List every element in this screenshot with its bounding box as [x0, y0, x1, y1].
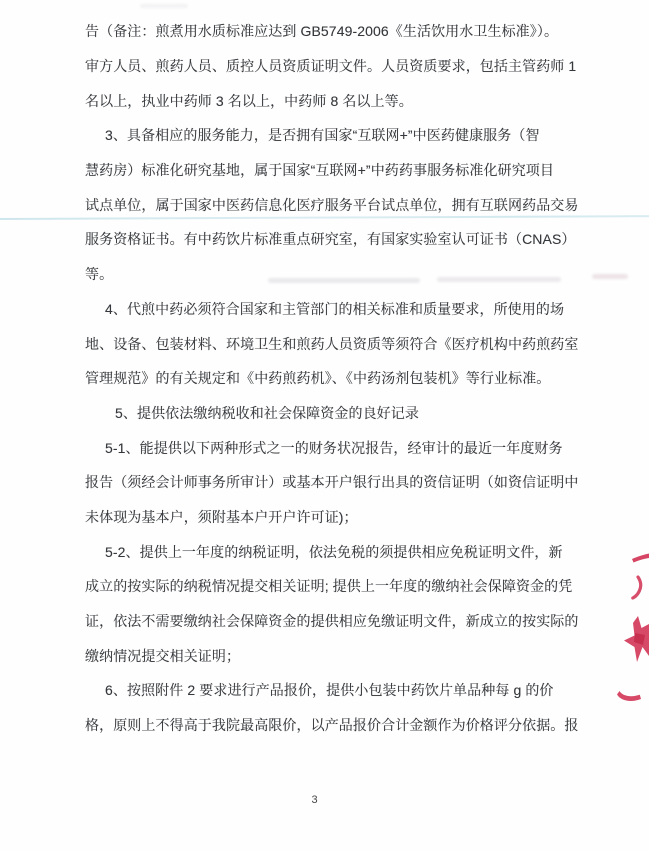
- text-line: 证，依法不需要缴纳社会保障资金的提供相应免缴证明文件，新成立的按实际的: [85, 613, 579, 630]
- text-line: 地、设备、包装材料、环境卫生和煎药人员资质等须符合《医疗机构中药煎药室: [85, 335, 579, 352]
- text-line: 格，原则上不得高于我院最高限价，以产品报价合计金额作为价格评分依据。报: [85, 717, 579, 734]
- scan-smudge: [592, 274, 628, 279]
- text-line: 5-1、能提供以下两种形式之一的财务状况报告，经审计的最近一年度财务: [105, 439, 563, 456]
- text-line: 成立的按实际的纳税情况提交相关证明; 提供上一年度的缴纳社会保障资金的凭: [85, 578, 573, 595]
- text-line: 慧药房）标准化研究基地，属于国家“互联网+”中药药事服务标准化研究项目: [85, 162, 554, 179]
- text-line: 试点单位，属于国家中医药信息化医疗服务平台试点单位，拥有互联网药品交易: [85, 196, 579, 213]
- text-line: 告（备注：煎煮用水质标准应达到 GB5749-2006《生活饮用水卫生标准》）。: [85, 23, 559, 40]
- text-line: 3、具备相应的服务能力，是否拥有国家“互联网+”中医药健康服务（智: [105, 127, 540, 144]
- text-line: 管理规范》的有关规定和《中药煎药机》、《中药汤剂包装机》等行业标准。: [85, 370, 551, 387]
- text-line: 审方人员、煎药人员、质控人员资质证明文件。人员资质要求，包括主管药师 1: [85, 58, 577, 75]
- text-line: 名以上，执业中药师 3 名以上，中药师 8 名以上等。: [85, 92, 413, 109]
- scan-smudge: [140, 4, 188, 8]
- text-line: 服务资格证书。有中药饮片标准重点研究室，有国家实验室认可证书（CNAS）: [85, 231, 576, 248]
- text-line: 6、按照附件 2 要求进行产品报价，提供小包装中药饮片单品种每 g 的价: [105, 682, 554, 699]
- text-line: 4、代煎中药必须符合国家和主管部门的相关标准和质量要求，所使用的场: [105, 300, 565, 317]
- text-line: 5-2、提供上一年度的纳税证明，依法免税的须提供相应免税证明文件，新: [105, 543, 563, 560]
- text-line: 缴纳情况提交相关证明；: [85, 647, 241, 664]
- document-body: [85, 14, 595, 742]
- text-line: 等。: [85, 266, 114, 283]
- text-line: 5、提供依法缴纳税收和社会保障资金的良好记录: [115, 404, 419, 421]
- page-number: 3: [311, 794, 318, 806]
- text-line: 未体现为基本户，须附基本户开户许可证)；: [85, 508, 358, 525]
- text-line: 报告（须经会计师事务所审计）或基本开户银行出具的资信证明（如资信证明中: [85, 474, 579, 491]
- red-seal-fragment-icon: [608, 543, 649, 711]
